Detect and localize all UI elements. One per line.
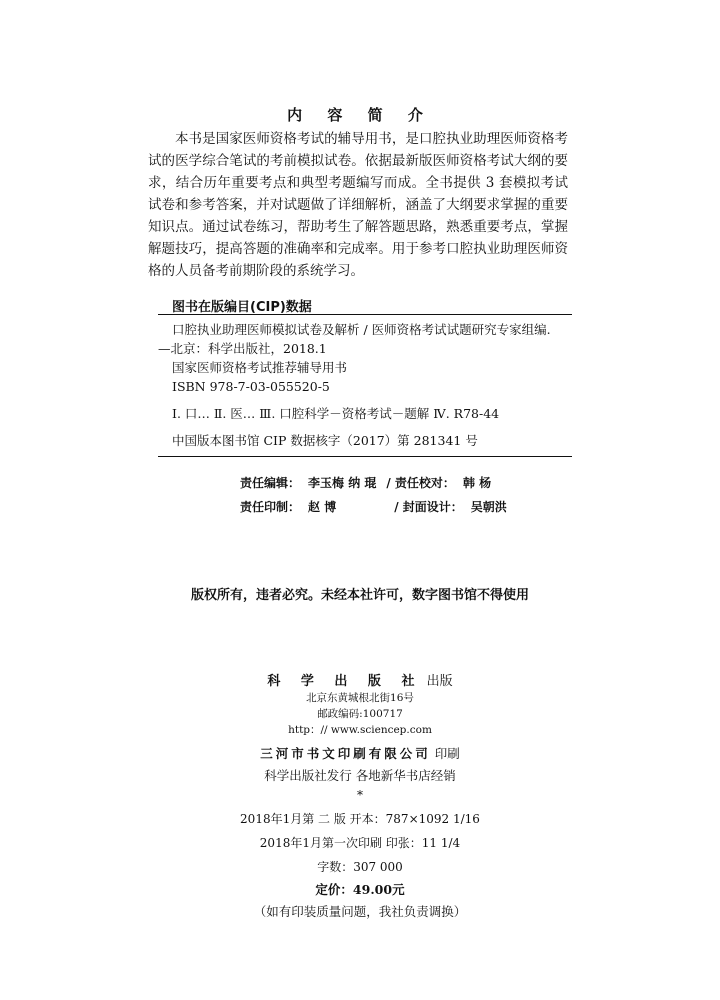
separator-star: * (357, 788, 363, 802)
print-label: 责任印制： (240, 500, 301, 514)
publisher-name: 科 学 出 版 社 (267, 674, 423, 689)
cip-number: 中国版本图书馆 CIP 数据核字（2017）第 281341 号 (172, 433, 478, 448)
price: 定价：49.00元 (315, 882, 405, 897)
cip-top-rule (158, 314, 572, 315)
publisher-address: 北京东黄城根北街16号 (306, 692, 414, 704)
cip-bottom-rule (158, 456, 572, 457)
quality-notice: （如有印装质量问题，我社负责调换） (253, 904, 467, 919)
publisher-line (0, 670, 720, 689)
copyright-notice: 版权所有，违者必究。未经本社许可，数字图书馆不得使用 (190, 588, 529, 603)
proofreader: 韩 杨 (462, 476, 492, 490)
cip-series-line: 国家医师资格考试推荐辅导用书 (172, 360, 348, 375)
distribution-line: 科学出版社发行 各地新华书店经销 (264, 768, 456, 783)
staff-line-editors (240, 474, 491, 491)
publisher-website: http：// www.sciencep.com (288, 724, 432, 736)
print-person: 赵 博 (308, 500, 337, 514)
publisher-suffix: 出版 (426, 674, 453, 689)
editor-label: 责任编辑： (240, 476, 301, 490)
edition-line: 2018年1月第 二 版 开本：787×1092 1/16 (240, 812, 480, 826)
cip-publisher-line: —北京：科学出版社，2018.1 (158, 341, 327, 356)
cover-designer: 吴朝洪 (470, 500, 507, 514)
word-count: 字数：307 000 (317, 860, 403, 874)
cip-heading: 图书在版编目(CIP)数据 (172, 300, 312, 315)
printer-suffix: 印刷 (434, 746, 460, 761)
printing-line: 2018年1月第一次印刷 印张：11 1/4 (259, 836, 461, 850)
editors: 李玉梅 纳 琨 (308, 476, 377, 490)
cover-label: / 封面设计： (394, 500, 463, 514)
proof-label: / 责任校对： (386, 476, 455, 490)
printer-name: 三河市书文印刷有限公司 (260, 746, 431, 761)
publisher-postcode: 邮政编码:100717 (317, 708, 403, 720)
intro-section (148, 128, 568, 282)
staff-line-print (240, 498, 507, 515)
cip-classification: Ⅰ. 口… Ⅱ. 医… Ⅲ. 口腔科学－资格考试－题解 Ⅳ. R78-44 (172, 406, 500, 421)
intro-heading: 内 容 简 介 (287, 106, 433, 124)
cip-isbn: ISBN 978-7-03-055520-5 (172, 379, 330, 394)
intro-paragraph: 本书是国家医师资格考试的辅导用书，是口腔执业助理医师资格考试的医学综合笔试的考前模拟试卷。依据最新版医师资格考试大纲的要求，结合历年重要考点和典型考题编写而成。全书提供 3 套模拟考试试卷和参考答案，并对试题做了详细解析，涵盖了大纲要求掌握的重要知识点。通过试卷练习，帮助考生了解答题思路，熟悉重要考点，掌握解题技巧，提高答题的准确率和完成率。用于参考口腔执业助理医师资格的人员备考前期阶段的系统学习。 (148, 131, 568, 279)
printer-line (0, 744, 720, 762)
cip-title-line: 口腔执业助理医师模拟试卷及解析 / 医师资格考试试题研究专家组编. (172, 322, 551, 337)
